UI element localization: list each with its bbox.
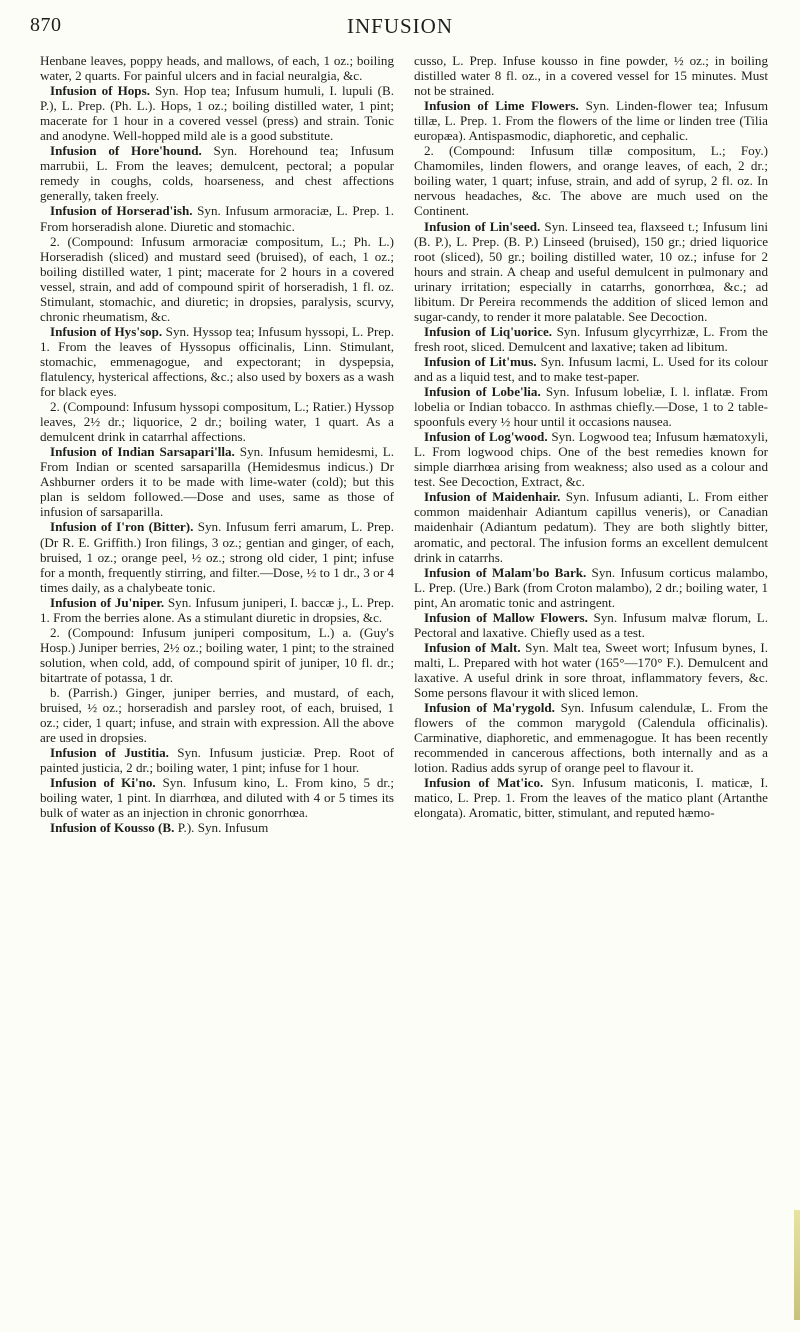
entry-headword: Infusion of Malam'bo Bark. [424, 564, 587, 580]
paragraph: 2. (Compound: Infusum juniperi compositum, L.) a. (Guy's Hosp.) Juniper berries, 2½ oz.; boiling water, 1 pint; to the strained solution, when cold, add, of compound spirit of juniper, 10 fl. dr.; bitartrate of potassa, 1 dr. [40, 624, 394, 685]
right-column [414, 53, 768, 1323]
paragraph: 2. (Compound: Infusum armoraciæ compositum, L.; Ph. L.) Horseradish (sliced) and mustard seed (bruised), of each, 1 oz.; boiling distilled water, 1 pint; macerate for 2 hours in a covered vessel, strain, and add of compound spirit of horseradish, 1 fl. oz. Stimulant, stomachic, and diuretic; in dropsies, paralysis, scurvy, chronic rheumatism, &c. [40, 233, 394, 324]
entry-headword: Infusion of Hore'hound. [50, 143, 202, 159]
entry-hops: Infusion of Hops. Syn. Hop tea; Infusum humuli, I. lupuli (B. P.), L. Prep. (Ph. L.). Hops, 1 oz.; boiling distilled water, 1 pint; macerate for 1 hour in a covered vessel (press) and strain. Tonic and anodyne. Well-hopped mild ale is a good substitute. [40, 83, 394, 144]
entry-juniper: Infusion of Ju'niper. Syn. Infusum juniperi, I. baccæ j., L. Prep. 1. From the berries alone. As a stimulant diuretic in dropsies, &c. [40, 594, 394, 625]
entry-indian-sarsaparilla: Infusion of Indian Sarsapari'lla. Syn. Infusum hemidesmi, L. From Indian or scented sarsaparilla (Hemidesmus indicus.) Dr Ashburner orders it to be made with lime-water (cold); but this plan is seldom followed.—Dose and uses, same as those of infusion of sarsaparilla. [40, 444, 394, 520]
entry-horehound: Infusion of Hore'hound. Syn. Horehound tea; Infusum marrubii, L. From the leaves; demulcent, pectoral; a popular remedy in coughs, colds, hoarseness, and chest affections generally, taken freely. [40, 143, 394, 204]
entry-headword: Infusion of Mallow Flowers. [424, 609, 588, 625]
entry-logwood: Infusion of Log'wood. Syn. Logwood tea; Infusum hæmatoxyli, L. From logwood chips. One of the best remedies known for simple diarrhœa arising from weakness; also used as a colour and test. See Decoction, Extract, &c. [414, 429, 768, 490]
entry-headword: Infusion of Indian Sarsapari'lla. [50, 444, 235, 460]
entry-kino: Infusion of Ki'no. Syn. Infusum kino, L. From kino, 5 dr.; boiling water, 1 pint. In diarrhœa, and diluted with 4 or 5 times its bulk of water as an injection in chronic gonorrhœa. [40, 775, 394, 821]
entry-marygold: Infusion of Ma'rygold. Syn. Infusum calendulæ, L. From the flowers of the common marygold (Calendula officinalis). Carminative, diaphoretic, and emmenagogue. It has been recently recommended in cancerous affections, both internally and as a lotion. Radius adds syrup of orange peel to flavour it. [414, 700, 768, 776]
entry-headword: Infusion of Lobe'lia. [424, 384, 541, 400]
entry-headword: Infusion of Justitia. [50, 745, 169, 761]
entry-headword: Infusion of Hys'sop. [50, 323, 163, 339]
entry-headword: Infusion of Ki'no. [50, 775, 156, 791]
entry-hyssop: Infusion of Hys'sop. Syn. Hyssop tea; Infusum hyssopi, L. Prep. 1. From the leaves of Hyssopus officinalis, Linn. Stimulant, stomachic, emmenagogue, and expectorant; in dyspepsia, flatulency, hysterical affections, &c.; also used by boxers as a wash for black eyes. [40, 323, 394, 400]
entry-kousso: Infusion of Kousso (B. P.). Syn. Infusum [50, 820, 269, 836]
entry-malt: Infusion of Malt. Syn. Malt tea, Sweet wort; Infusum bynes, I. malti, L. Prepared with hot water (165°—170° F.). Demulcent and laxative. A useful drink in sore throat, inflammatory fevers, &c. Some persons flavour it with sliced lemon. [414, 639, 768, 700]
paragraph: cusso, L. Prep. Infuse kousso in fine powder, ½ oz.; in boiling distilled water 8 fl. oz., in a covered vessel for 15 minutes. Must not be strained. [414, 53, 768, 99]
entry-headword: Infusion of Lime Flowers. [424, 98, 579, 114]
entry-litmus: Infusion of Lit'mus. Syn. Infusum lacmi, L. Used for its colour and as a liquid test, and to make test-paper. [414, 353, 768, 384]
entry-headword: Infusion of Ma'rygold. [424, 700, 555, 716]
entry-headword: Infusion of I'ron (Bitter). [50, 519, 194, 535]
entry-linseed: Infusion of Lin'seed. Syn. Linseed tea, flaxseed t.; Infusum lini (B. P.), L. Prep. (B. P.) Linseed (bruised), 150 gr.; dried liquorice root (sliced), 50 gr.; boiling distilled water, 10 oz.; infuse for 2 hours and strain. A cheap and useful demulcent in pulmonary and urinary irritation; especially in catarrhs, gonorrhœa, &c.; ad libitum. Dr Pereira recommends the addition of sliced lemon and sugar-candy, to render it more palatable. See Decoction. [414, 218, 768, 324]
entry-headword: Infusion of Horserad'ish. [50, 203, 193, 219]
text-columns [40, 53, 768, 1323]
entry-headword: Infusion of Hops. [50, 83, 150, 99]
entry-headword: Infusion of Maidenhair. [424, 489, 561, 505]
entry-headword: Infusion of Liq'uorice. [424, 323, 553, 339]
entry-maidenhair: Infusion of Maidenhair. Syn. Infusum adianti, L. From either common maidenhair Adiantum capillus veneris), or Canadian maidenhair (Adiantum pedatum). They are both slightly bitter, aromatic, and pectoral. The infusion forms an excellent demulcent drink in catarrhs. [414, 489, 768, 565]
entry-lobelia: Infusion of Lobe'lia. Syn. Infusum lobeliæ, I. l. inflatæ. From lobelia or Indian tobacco. In asthmas chiefly.—Dose, 1 to 2 table-spoonfuls every ½ hour until it occasions nausea. [414, 384, 768, 430]
entry-malambo-bark: Infusion of Malam'bo Bark. Syn. Infusum corticus malambo, L. Prep. (Ure.) Bark (from Croton malambo), 2 dr.; boiling water, 1 pint, An aromatic tonic and astringent. [414, 564, 768, 610]
paragraph: 2. (Compound: Infusum tillæ compositum, L.; Foy.) Chamomiles, linden flowers, and orange leaves, of each, 2 dr.; boiling water, 1 quart; infuse, strain, and add of syrup, 2 fl. oz. In nervous headaches, &c. The above are much used on the Continent. [414, 143, 768, 219]
running-head: INFUSION [346, 14, 453, 38]
entry-matico: Infusion of Mat'ico. Syn. Infusum maticonis, I. maticæ, I. matico, L. Prep. 1. From the leaves of the matico plant (Artanthe elongata). Aromatic, bitter, stimulant, and reputed hæmo- [414, 775, 768, 821]
entry-iron-bitter: Infusion of I'ron (Bitter). Syn. Infusum ferri amarum, L. Prep. (Dr R. E. Griffith.) Iron filings, 3 oz.; gentian and ginger, of each, bruised, 1 oz.; orange peel, ½ oz.; strong old cider, 1 pint; infuse for a month, frequently stirring, and filter.—Dose, ½ to 1 dr., 3 or 4 times daily, as a chalybeate tonic. [40, 519, 394, 595]
entry-headword: Infusion of Malt. [424, 639, 521, 655]
paragraph: b. (Parrish.) Ginger, juniper berries, and mustard, of each, bruised, ½ oz.; horseradish and parsley root, of each, bruised, 1 oz.; cider, 1 quart; infuse, and strain with expression. All the above are used in dropsies. [40, 684, 394, 746]
entry-headword: Infusion of Kousso (B. [50, 820, 175, 836]
entry-headword: Infusion of Lin'seed. [424, 218, 541, 234]
entry-justitia: Infusion of Justitia. Syn. Infusum justiciæ. Prep. Root of painted justicia, 2 dr.; boiling water, 1 pint; infuse for 1 hour. [40, 745, 394, 776]
entry-horseradish: Infusion of Horserad'ish. Syn. Infusum armoraciæ, L. Prep. 1. From horseradish alone. Diuretic and stomachic. [40, 203, 394, 234]
entry-headword: Infusion of Log'wood. [424, 429, 548, 445]
left-column [40, 53, 394, 1323]
entry-lime-flowers: Infusion of Lime Flowers. Syn. Linden-flower tea; Infusum tillæ, L. Prep. 1. From the flowers of the lime or linden tree (Tilia europæa). Antispasmodic, diaphoretic, and cephalic. [414, 98, 768, 144]
entry-headword: Infusion of Mat'ico. [424, 775, 544, 791]
entry-headword: Infusion of Lit'mus. [424, 353, 537, 369]
entry-headword: Infusion of Ju'niper. [50, 594, 165, 610]
entry-liquorice: Infusion of Liq'uorice. Syn. Infusum glycyrrhizæ, L. From the fresh root, sliced. Demulcent and laxative; taken ad libitum. [414, 323, 768, 354]
page-edge-tab [794, 1210, 800, 1320]
entry-mallow-flowers: Infusion of Mallow Flowers. Syn. Infusum malvæ florum, L. Pectoral and laxative. Chiefly used as a test. [414, 609, 768, 640]
page-number: 870 [30, 14, 62, 36]
paragraph: 2. (Compound: Infusum hyssopi compositum, L.; Ratier.) Hyssop leaves, 2½ dr.; liquorice, 2 dr.; boiling water, 1 quart. As a demulcent drink in catarrhal affections. [40, 399, 394, 445]
paragraph: Henbane leaves, poppy heads, and mallows, of each, 1 oz.; boiling water, 2 quarts. For painful ulcers and in facial neuralgia, &c. [40, 53, 394, 84]
